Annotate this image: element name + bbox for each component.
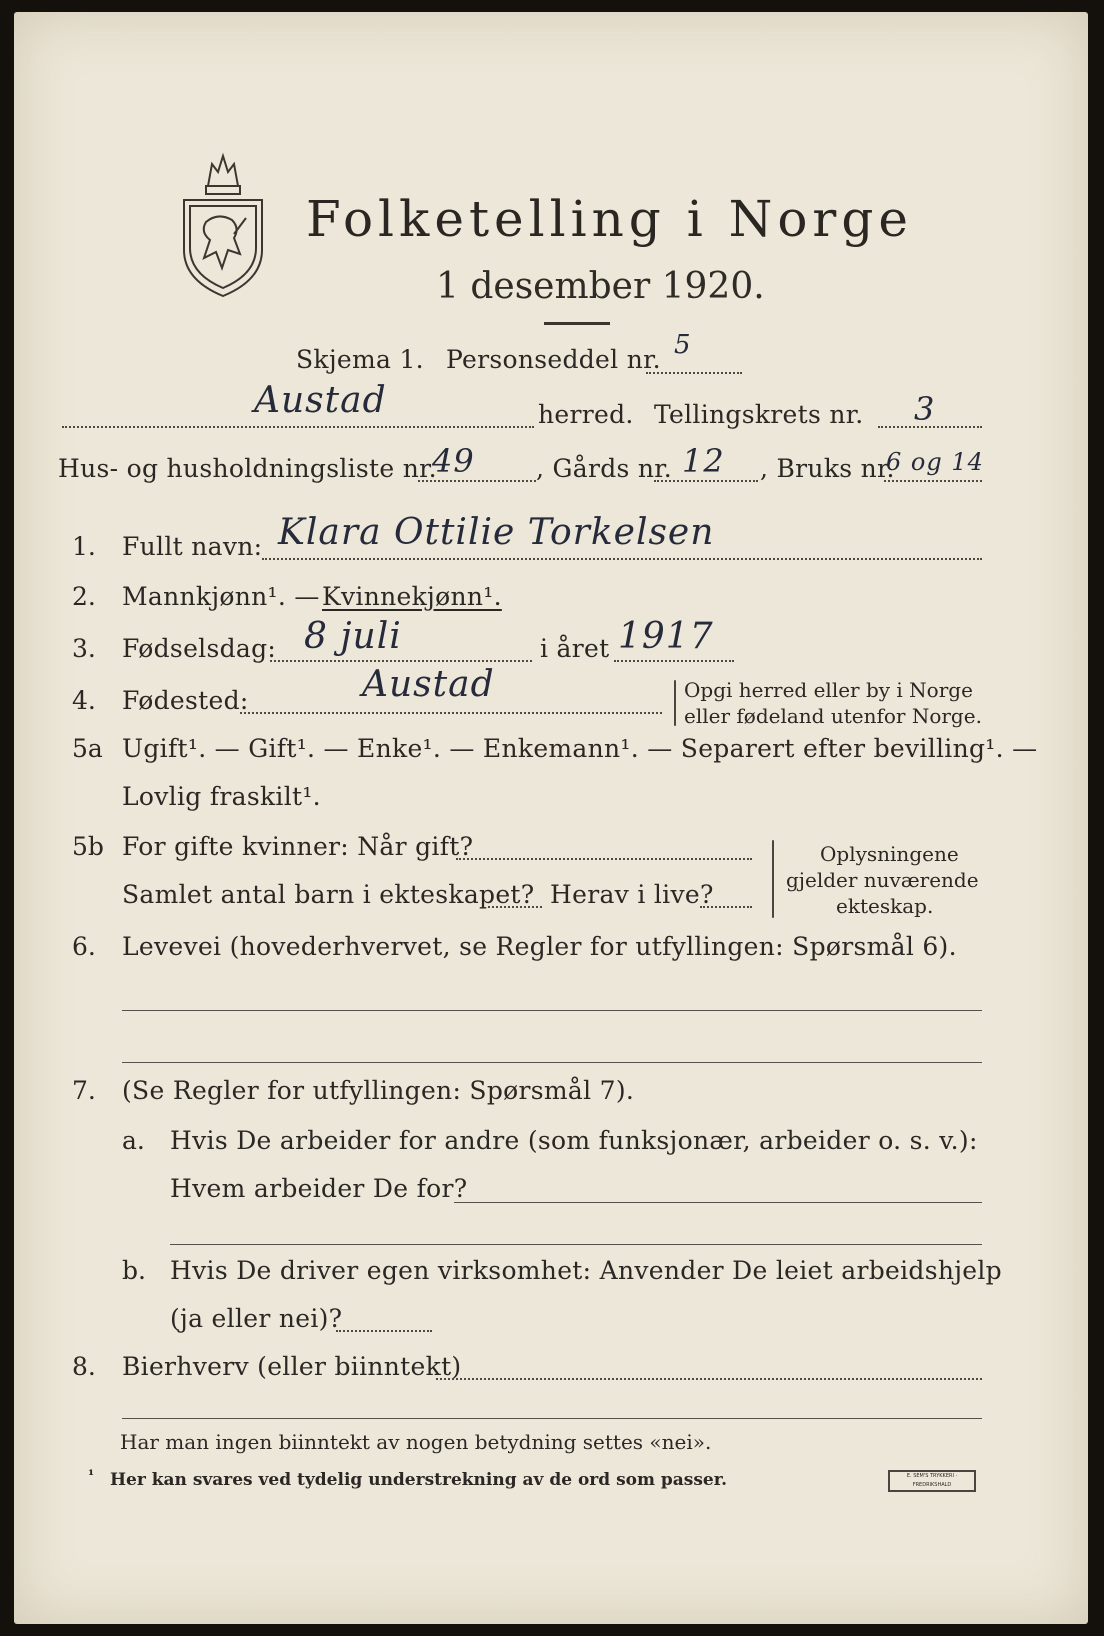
- q2-number: 2.: [72, 582, 96, 611]
- bruks-line: [884, 480, 982, 482]
- form-title: Folketelling i Norge: [306, 190, 913, 248]
- q8-number: 8.: [72, 1352, 96, 1381]
- q6-answer-line2[interactable]: [122, 1062, 982, 1063]
- q7a-question: Hvis De arbeider for andre (som funksjonær, arbeider o. s. v.):: [170, 1126, 978, 1155]
- q5b-number: 5b: [72, 832, 104, 861]
- q1-number: 1.: [72, 532, 96, 561]
- footnote: Her kan svares ved tydelig understrekning av de ord som passer.: [110, 1470, 728, 1490]
- q3-year-label: i året: [540, 634, 610, 663]
- q5b-alive-line[interactable]: [700, 906, 752, 908]
- personseddel-line: [646, 372, 742, 374]
- biinntekt-note: Har man ingen biinntekt av nogen betydning settes «nei».: [120, 1430, 712, 1454]
- q5b-note-line1: Oplysningene: [820, 842, 959, 866]
- q4-label: Fødested:: [122, 686, 249, 715]
- q5a-options: Ugift¹. — Gift¹. — Enke¹. — Enkemann¹. — Separert efter bevilling¹. —: [122, 734, 1038, 763]
- q5b-married-line[interactable]: [456, 858, 752, 860]
- husliste-line: [418, 480, 536, 482]
- personseddel-value[interactable]: 5: [674, 330, 692, 360]
- q7b-letter: b.: [122, 1256, 146, 1285]
- q4-number: 4.: [72, 686, 96, 715]
- q6-number: 6.: [72, 932, 96, 961]
- q4-note-brace: [674, 680, 676, 726]
- q5b-children-line[interactable]: [488, 906, 542, 908]
- q5b-alive-label: Herav i live?: [550, 880, 714, 909]
- q4-value[interactable]: Austad: [362, 664, 495, 705]
- tellingskrets-label: Tellingskrets nr.: [654, 400, 864, 429]
- gards-line: [654, 480, 758, 482]
- q2-kvinne[interactable]: Kvinnekjønn¹.: [322, 582, 502, 611]
- herred-label: herred.: [538, 400, 634, 429]
- q7a-letter: a.: [122, 1126, 145, 1155]
- husliste-value[interactable]: 49: [432, 442, 475, 480]
- footnote-mark: ¹: [88, 1468, 95, 1484]
- q6-answer-line1[interactable]: [122, 1010, 982, 1011]
- bruks-value[interactable]: 6 og 14: [886, 448, 984, 476]
- q8-line[interactable]: [436, 1378, 982, 1380]
- q2-mann: Mannkjønn¹. —: [122, 582, 320, 611]
- q7a-employer-label: Hvem arbeider De for?: [170, 1174, 468, 1203]
- q4-note-line1: Opgi herred eller by i Norge: [684, 678, 973, 702]
- q4-line: [240, 712, 662, 714]
- skjema-label: Skjema 1.: [296, 345, 424, 374]
- form-subtitle: 1 desember 1920.: [436, 266, 765, 307]
- husliste-label: Hus- og husholdningsliste nr.: [58, 454, 437, 483]
- norwegian-coat-of-arms-icon: [178, 142, 268, 302]
- q3-value[interactable]: 8 juli: [304, 616, 402, 657]
- q4-note-line2: eller fødeland utenfor Norge.: [684, 704, 982, 728]
- q7-label: (Se Regler for utfyllingen: Spørsmål 7).: [122, 1076, 635, 1105]
- q5b-children-label: Samlet antal barn i ekteskapet?: [122, 880, 535, 909]
- q5b-married-label: For gifte kvinner: Når gift?: [122, 832, 474, 861]
- printer-stamp: E. SEM'S TRYKKERI · FREDRIKSHALD: [888, 1470, 976, 1492]
- title-divider: [544, 322, 610, 325]
- q5a-number: 5a: [72, 734, 103, 763]
- q7a-employer-line[interactable]: [454, 1202, 982, 1203]
- q7b-yesno-label: (ja eller nei)?: [170, 1304, 343, 1333]
- q7b-yesno-line[interactable]: [336, 1330, 432, 1332]
- q3-label: Fødselsdag:: [122, 634, 277, 663]
- q3-number: 3.: [72, 634, 96, 663]
- q8-answer-line2[interactable]: [122, 1418, 982, 1419]
- q3-year-line: [614, 660, 734, 662]
- q8-label: Bierhverv (eller biinntekt): [122, 1352, 462, 1381]
- q7-number: 7.: [72, 1076, 96, 1105]
- q5b-note-line2: gjelder nuværende: [786, 868, 979, 892]
- gards-label: , Gårds nr.: [536, 454, 673, 483]
- q6-label: Levevei (hovederhvervet, se Regler for utfyllingen: Spørsmål 6).: [122, 932, 957, 961]
- census-form-paper: [14, 12, 1088, 1624]
- q1-label: Fullt navn:: [122, 532, 263, 561]
- q7a-employer-line2[interactable]: [170, 1244, 982, 1245]
- q1-line: [262, 558, 982, 560]
- herred-value[interactable]: Austad: [254, 380, 387, 421]
- tellingskrets-value[interactable]: 3: [914, 390, 936, 428]
- q3-line: [270, 660, 532, 662]
- gards-value[interactable]: 12: [682, 442, 725, 480]
- bruks-label: , Bruks nr.: [760, 454, 895, 483]
- q7b-question: Hvis De driver egen virksomhet: Anvender De leiet arbeidshjelp: [170, 1256, 1002, 1285]
- herred-line: [62, 426, 534, 428]
- q5b-note-line3: ekteskap.: [836, 894, 934, 918]
- q5a-options-cont: Lovlig fraskilt¹.: [122, 782, 321, 811]
- q1-value[interactable]: Klara Ottilie Torkelsen: [278, 512, 715, 553]
- q5b-note-brace: [772, 840, 774, 918]
- personseddel-label: Personseddel nr.: [446, 345, 661, 374]
- q3-year-value[interactable]: 1917: [618, 616, 714, 657]
